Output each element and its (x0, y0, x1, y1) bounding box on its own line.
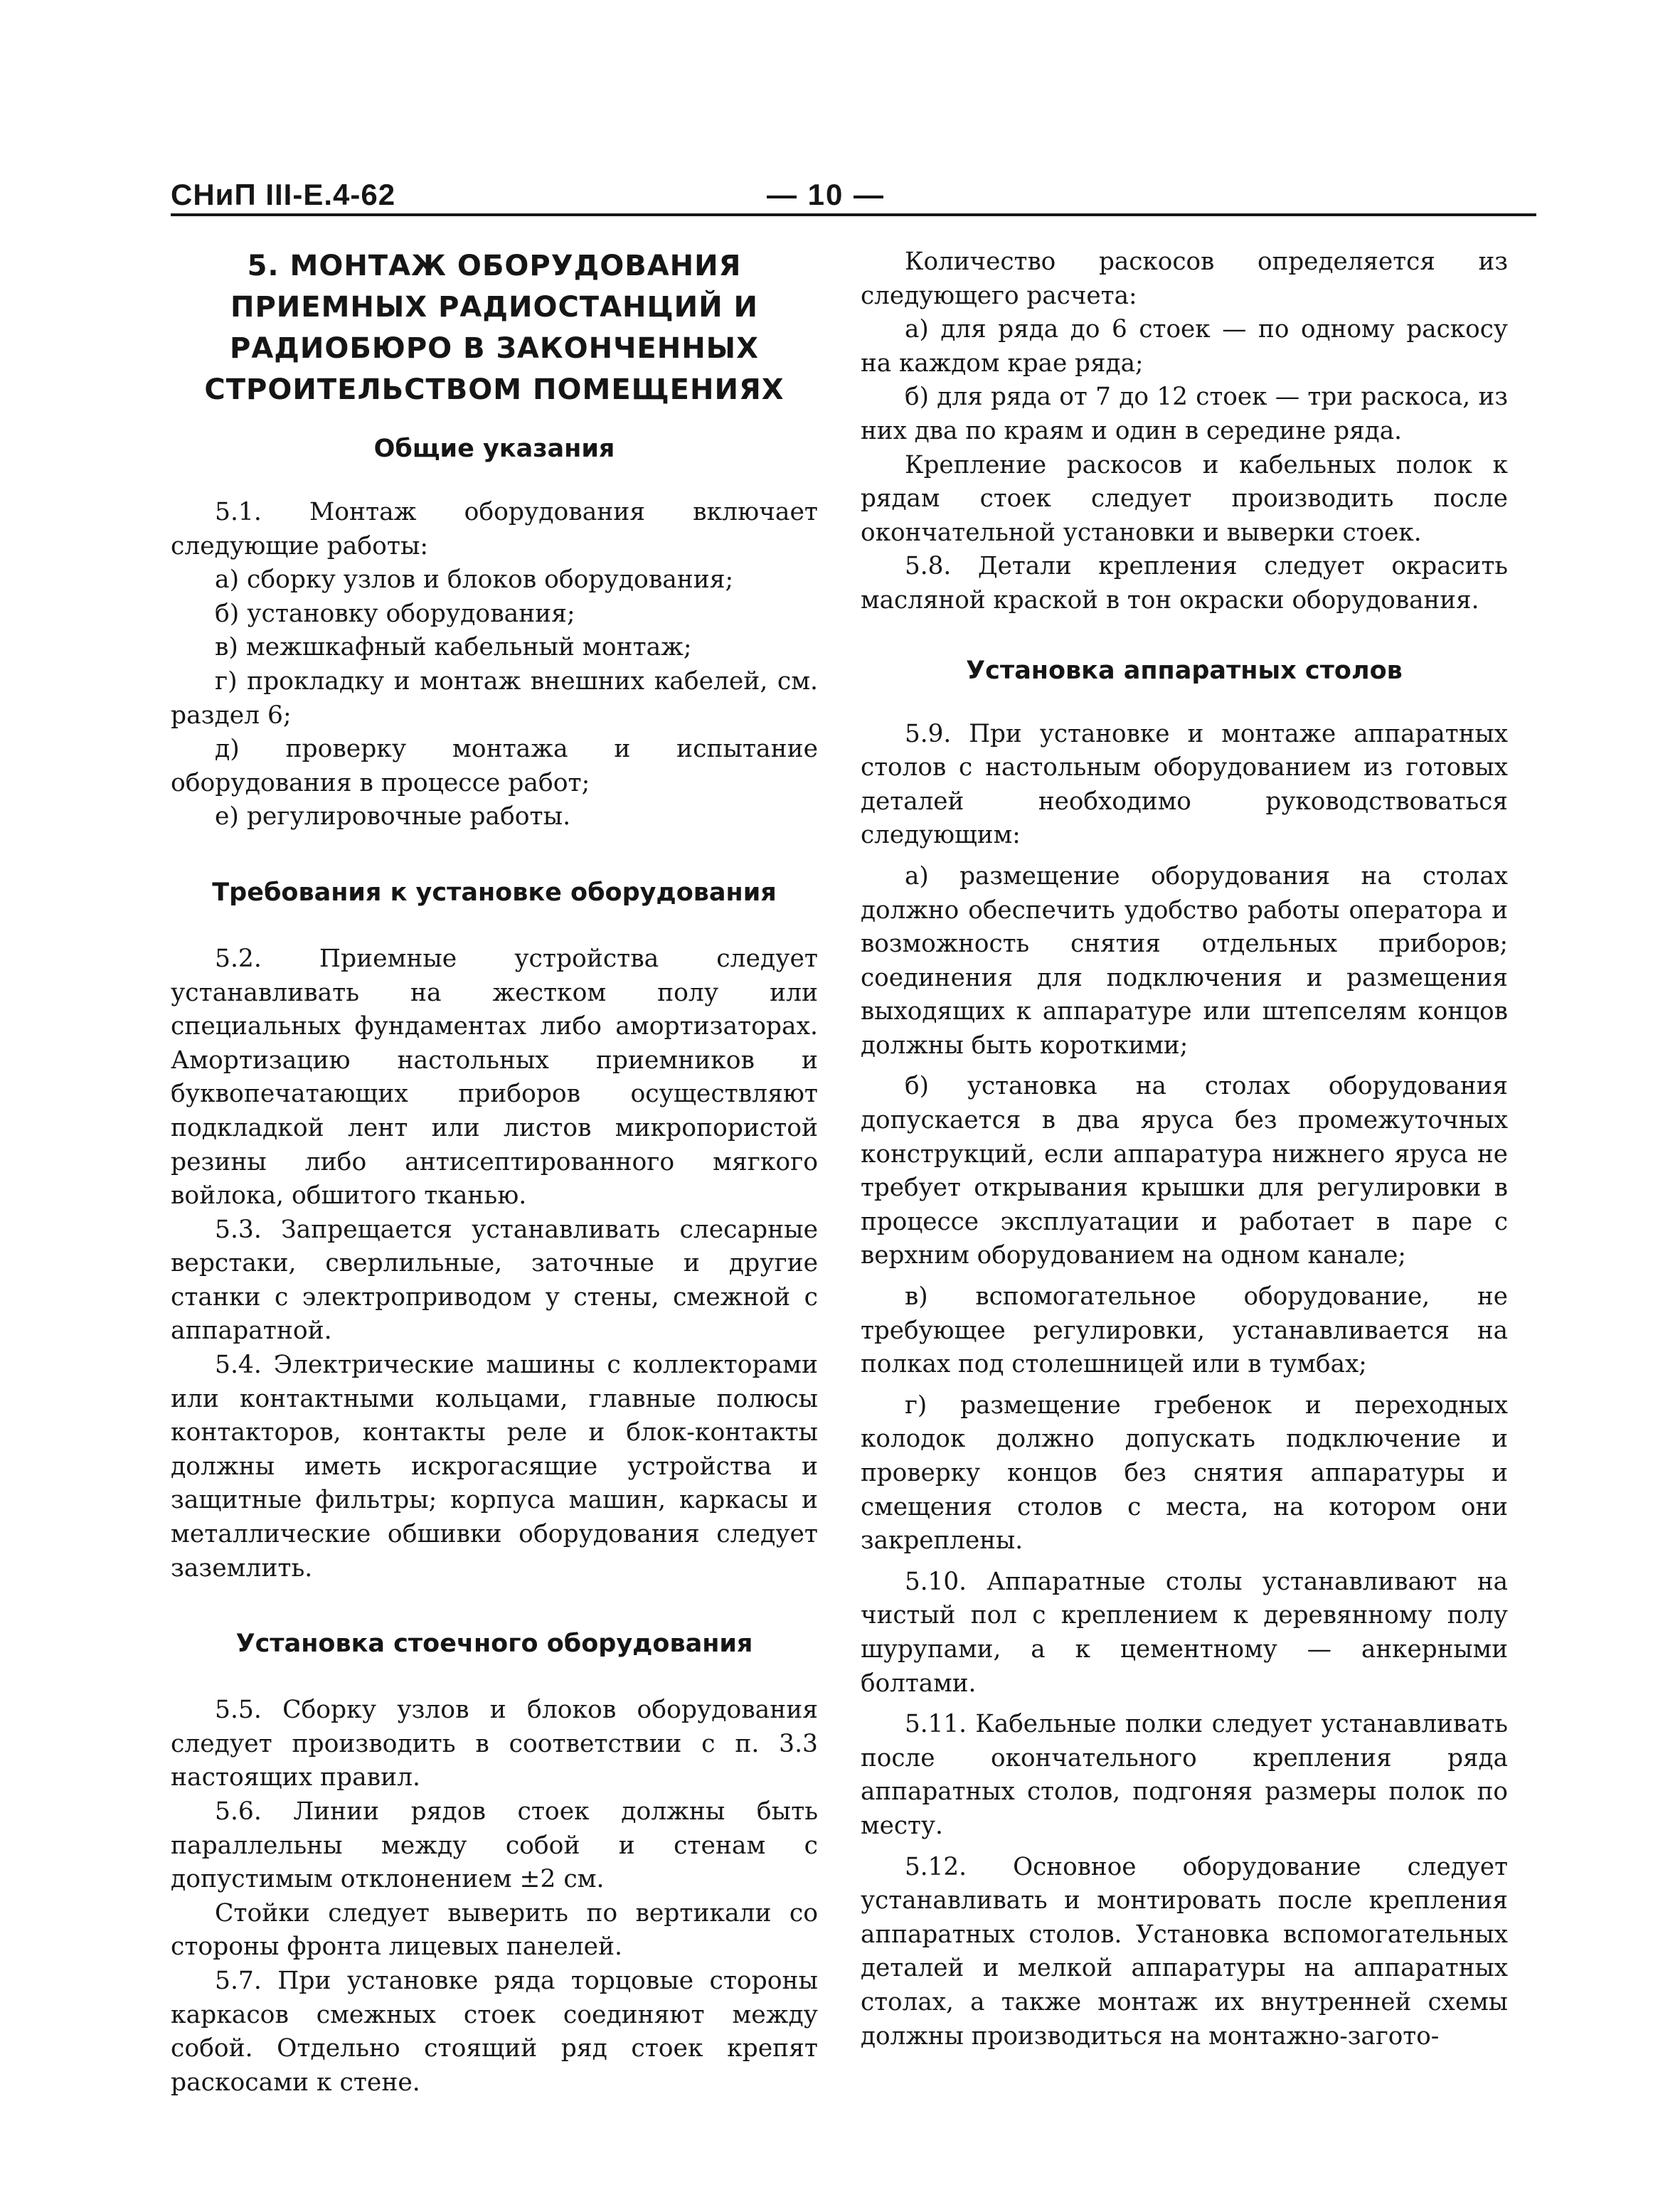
list-item-5-1-v: в) межшкафный кабельный монтаж; (215, 633, 692, 662)
left-column (171, 245, 818, 2100)
subheading-tables: Установка аппаратных столов (966, 656, 1403, 685)
subheading-rack-equipment: Установка стоечного оборудования (235, 1630, 753, 1659)
paragraph-5-3: 5.3. Запрещается устанавливать слесарные верстаки, сверлильные, заточные и другие станки с электроприводом у стены, смежной с аппаратной. (171, 1215, 818, 1346)
list-item-5-1-e: е) регулировочные работы. (215, 802, 571, 831)
paragraph-5-10: 5.10. Аппаратные столы устанавливают на чистый пол с креплением к деревянному полу шурупами, а к цементному — анкерными болтами. (861, 1567, 1508, 1698)
paragraph-braces-intro: Количество раскосов определяется из следующего расчета: (861, 248, 1508, 310)
paragraph-5-4: 5.4. Электрические машины с коллекторами или контактными кольцами, главные полюсы контакторов, контакты реле и блок-контакты должны иметь искрогасящие устройства и защитные фильтры; корпуса машин, каркасы и металлические обшивки оборудования следует заземлить. (171, 1351, 818, 1583)
paragraph-5-7: 5.7. При установке ряда торцовые стороны каркасов смежных стоек соединяют между собой. Отдельно стоящий ряд стоек крепят раскосами к стене. (171, 1966, 818, 2097)
right-column (861, 245, 1508, 2053)
list-item-braces-a: а) для ряда до 6 стоек — по одному раскосу на каждом крае ряда; (861, 315, 1508, 378)
page-number: — 10 — (767, 178, 886, 211)
paragraph-5-11: 5.11. Кабельные полки следует устанавливать после окончательного крепления ряда аппаратных столов, подгоняя размеры полок по месту. (861, 1710, 1508, 1840)
paragraph-5-2: 5.2. Приемные устройства следует устанавливать на жестком полу или специальных фундаментах либо амортизаторах. Амортизацию настольных приемников и буквопечатающих приборов осуществляют подкладкой лент или листов микропористой резины либо антисептированного мягкого войлока, обшитого тканью. (171, 944, 818, 1211)
list-item-5-9-a: а) размещение оборудования на столах должно обеспечить удобство работы оператора и возможность снятия отдельных приборов; соединения для подключения и размещения выходящих к аппаратуре или штепселям концов должны быть короткими; (861, 861, 1508, 1060)
document-code: СНиП III-Е.4-62 (171, 178, 396, 211)
section-title: 5. МОНТАЖ ОБОРУДОВАНИЯ ПРИЕМНЫХ РАДИОСТАНЦИЙ И РАДИОБЮРО В ЗАКОНЧЕННЫХ СТРОИТЕЛЬСТВОМ ПОМЕЩЕНИЯХ (204, 250, 785, 406)
subheading-requirements: Требования к установке оборудования (212, 878, 777, 907)
paragraph-braces-fixing: Крепление раскосов и кабельных полок к рядам стоек следует производить после окончательной установки и выверки стоек. (861, 450, 1508, 547)
list-item-5-9-b: б) установка на столах оборудования допускается в два яруса без промежуточных конструкций, если аппаратура нижнего яруса не требует открывания крышки для регулировки в процессе эксплуатации и работает в паре с верхним оборудованием на одном канале; (861, 1072, 1508, 1270)
paragraph-5-1: 5.1. Монтаж оборудования включает следующие работы: (171, 498, 818, 560)
paragraph-5-5: 5.5. Сборку узлов и блоков оборудования следует производить в соответствии с п. 3.3 настоящих правил. (171, 1696, 818, 1792)
list-item-5-9-v: в) вспомогательное оборудование, не требующее регулировки, устанавливается на полках под столешницей или в тумбах; (861, 1282, 1508, 1379)
list-item-5-1-a: а) сборку узлов и блоков оборудования; (215, 565, 734, 595)
paragraph-5-9: 5.9. При установке и монтаже аппаратных столов с настольным оборудованием из готовых деталей необходимо руководствоваться следующим: (861, 719, 1508, 850)
list-item-5-1-b: б) установку оборудования; (215, 599, 575, 628)
paragraph-5-8: 5.8. Детали крепления следует окрасить масляной краской в тон окраски оборудования. (861, 552, 1508, 615)
list-item-braces-b: б) для ряда от 7 до 12 стоек — три раскоса, из них два по краям и один в середине ряда. (861, 383, 1508, 445)
header-rule (171, 213, 1536, 216)
list-item-5-1-g: г) прокладку и монтаж внешних кабелей, см. раздел 6; (171, 666, 818, 730)
paragraph-5-6: 5.6. Линии рядов стоек должны быть параллельны между собой и стенам с допустимым отклонением ±2 см. (171, 1797, 818, 1894)
paragraph-5-12: 5.12. Основное оборудование следует устанавливать и монтировать после крепления аппаратных столов. Установка вспомогательных деталей и мелкой аппаратуры на аппаратных столах, а также монтаж их внутренней схемы должны производиться на монтажно-загото- (861, 1852, 1508, 2051)
list-item-5-9-g: г) размещение гребенок и переходных колодок должно допускать подключение и проверку концов без снятия аппаратуры и смещения столов с места, на котором они закреплены. (861, 1391, 1508, 1556)
subheading-general: Общие указания (373, 435, 615, 463)
list-item-5-1-d: д) проверку монтажа и испытание оборудования в процессе работ; (171, 735, 818, 797)
paragraph-5-6-verticals: Стойки следует выверить по вертикали со стороны фронта лицевых панелей. (171, 1898, 818, 1962)
